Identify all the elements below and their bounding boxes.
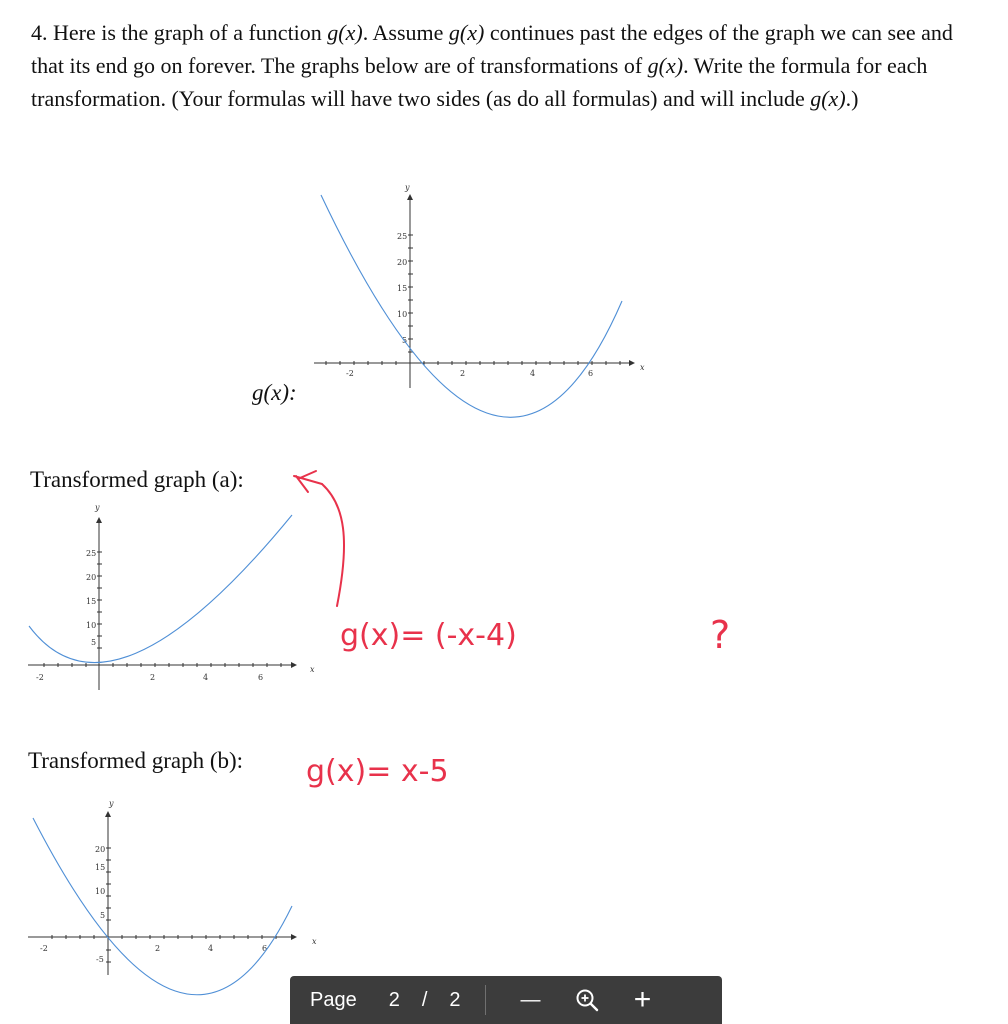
page-label: Page bbox=[310, 988, 357, 1011]
x-tick-label: 2 bbox=[460, 369, 466, 378]
toolbar-divider bbox=[485, 985, 486, 1015]
x-axis-label: x bbox=[640, 363, 645, 372]
current-page[interactable]: 2 bbox=[388, 988, 400, 1011]
x-axis-label: x bbox=[312, 937, 317, 946]
label-transformed-b: Transformed graph (b): bbox=[28, 748, 244, 773]
y-tick-label: 15 bbox=[86, 597, 97, 606]
problem-text-1: Here is the graph of a function bbox=[47, 20, 328, 45]
x-tick-label: -2 bbox=[346, 369, 354, 378]
graph-a bbox=[28, 503, 315, 690]
y-tick-label: 25 bbox=[397, 232, 408, 241]
x-tick-label: 6 bbox=[262, 944, 268, 953]
zoom-out-button[interactable]: — bbox=[520, 988, 541, 1011]
graph-b bbox=[28, 799, 317, 995]
handwritten-annotations bbox=[294, 471, 730, 789]
pdf-toolbar bbox=[290, 976, 722, 1024]
y-tick-label: 20 bbox=[397, 258, 408, 267]
handwritten-arrow bbox=[322, 484, 344, 606]
problem-text-5: .) bbox=[845, 86, 859, 111]
function-g-3: g(x) bbox=[647, 53, 684, 78]
page-separator: / bbox=[421, 988, 428, 1011]
graph-g bbox=[314, 183, 645, 417]
curve-b bbox=[33, 818, 292, 995]
label-transformed-a: Transformed graph (a): bbox=[30, 467, 244, 492]
x-tick-label: -2 bbox=[36, 673, 44, 682]
handwritten-question-mark: ? bbox=[710, 613, 731, 657]
x-axis-label: x bbox=[310, 665, 315, 674]
x-tick-label: -2 bbox=[40, 944, 48, 953]
y-tick-label: 25 bbox=[86, 549, 97, 558]
x-tick-label: 4 bbox=[203, 673, 209, 682]
curve-a bbox=[29, 515, 292, 663]
y-tick-label: 20 bbox=[95, 845, 106, 854]
problem-text-2: . Assume bbox=[362, 20, 449, 45]
x-tick-label: 6 bbox=[258, 673, 264, 682]
y-tick-label: 10 bbox=[397, 310, 408, 319]
x-tick-label: 4 bbox=[530, 369, 536, 378]
y-tick-label: 5 bbox=[91, 638, 97, 647]
x-tick-label: 6 bbox=[588, 369, 594, 378]
zoom-in-button[interactable]: + bbox=[633, 983, 652, 1016]
label-g: g(x): bbox=[252, 380, 297, 405]
x-tick-label: 4 bbox=[208, 944, 214, 953]
magnifier-icon bbox=[575, 988, 599, 1012]
zoom-reset-button[interactable] bbox=[572, 976, 602, 1024]
problem-text-3: continues past the edges of the graph we can see and that its end go on forever. The graphs below are of transformations of bbox=[31, 20, 953, 78]
total-pages: 2 bbox=[449, 988, 461, 1011]
y-tick-label: 15 bbox=[95, 863, 106, 872]
curve-g bbox=[321, 195, 622, 417]
y-axis-label: y bbox=[405, 183, 410, 192]
y-axis-label: y bbox=[109, 799, 114, 808]
problem-text-4: . Write the formula for each transformation. (Your formulas will have two sides (as do all formulas) and will include bbox=[31, 53, 928, 111]
x-tick-label: 2 bbox=[150, 673, 156, 682]
y-axis-label: y bbox=[95, 503, 100, 512]
y-tick-label: 10 bbox=[95, 887, 106, 896]
y-tick-label: 10 bbox=[86, 621, 97, 630]
handwritten-answer-b: g(x)= x-5 bbox=[306, 754, 449, 789]
function-g-4: g(x) bbox=[810, 86, 846, 111]
arrow-head-icon bbox=[294, 471, 322, 492]
function-g-1: g(x) bbox=[327, 20, 363, 45]
handwritten-answer-a: g(x)= (-x-4) bbox=[340, 618, 517, 653]
y-tick-label: 5 bbox=[402, 336, 408, 345]
x-tick-label: 2 bbox=[155, 944, 161, 953]
y-tick-label: 5 bbox=[100, 911, 106, 920]
function-g-2: g(x) bbox=[448, 20, 485, 45]
y-tick-label: 15 bbox=[397, 284, 408, 293]
y-tick-label: 20 bbox=[86, 573, 97, 582]
y-tick-label: -5 bbox=[96, 955, 104, 964]
problem-number: 4. bbox=[31, 20, 48, 45]
